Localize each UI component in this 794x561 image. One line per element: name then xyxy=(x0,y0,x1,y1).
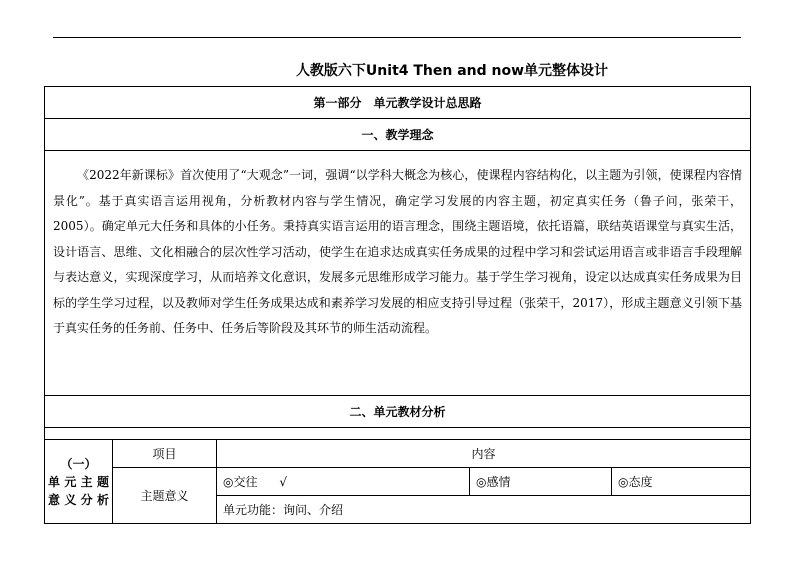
part1-heading: 第一部分 单元教学设计总思路 xyxy=(45,87,751,119)
option-communication-label: ◎交往 xyxy=(223,475,258,489)
option-communication xyxy=(217,468,470,496)
section2-heading: 二、单元教材分析 xyxy=(45,396,751,428)
teaching-philosophy-cell xyxy=(45,151,751,396)
checkmark-icon: √ xyxy=(279,475,287,489)
unit-design-table xyxy=(44,86,751,524)
spacer-row xyxy=(45,428,751,440)
label-line-2: 单元主题 xyxy=(48,474,109,489)
document-title: 人教版六下Unit4 Then and now单元整体设计 xyxy=(295,63,609,79)
column-header-content: 内容 xyxy=(217,440,751,468)
option-attitude-label: ◎态度 xyxy=(618,475,653,489)
label-line-3: 意义分析 xyxy=(48,492,109,507)
theme-meaning-analysis-label xyxy=(45,440,113,524)
column-header-item: 项目 xyxy=(113,440,217,468)
teaching-philosophy-paragraph: 《2022年新课标》首次使用了“大观念”一词，强调“以学科大概念为核心，使课程内容结构化，以主题为引领，使课程内容情景化”。基于真实语言运用视角，分析教材内容与学生情况，确定学习发展的内容主题，初定真实任务（鲁子问，张荣干，2005）。确定单元大任务和具体的小任务。秉持真实语言运用的语言理念，围绕主题语境，依托语篇，联结英语课堂与真实生活，设计语言、思维、文化相融合的层次性学习活动，使学生在追求达成真实任务成果的过程中学习和尝试运用语言或非语言手段理解与表达意义，实现深度学习，从而培养文化意识，发展多元思维形成学习能力。基于学生学习视角，设定以达成真实任务成果为目标的学生学习过程，以及教师对学生任务成果达成和素养学习发展的相应支持引导过程（张荣干，2017），形成主题意义引领下基于真实任务的任务前、任务中、任务后等阶段及其环节的师生活动流程。 xyxy=(53,168,743,335)
option-emotion-label: ◎感情 xyxy=(476,475,511,489)
header-rule xyxy=(53,37,741,38)
label-line-1: （一） xyxy=(60,456,97,471)
unit-function-cell: 单元功能：询问、介绍 xyxy=(217,496,751,524)
section1-heading: 一、教学理念 xyxy=(45,119,751,151)
option-emotion xyxy=(470,468,612,496)
theme-meaning-row-label: 主题意义 xyxy=(113,468,217,524)
option-attitude xyxy=(612,468,751,496)
